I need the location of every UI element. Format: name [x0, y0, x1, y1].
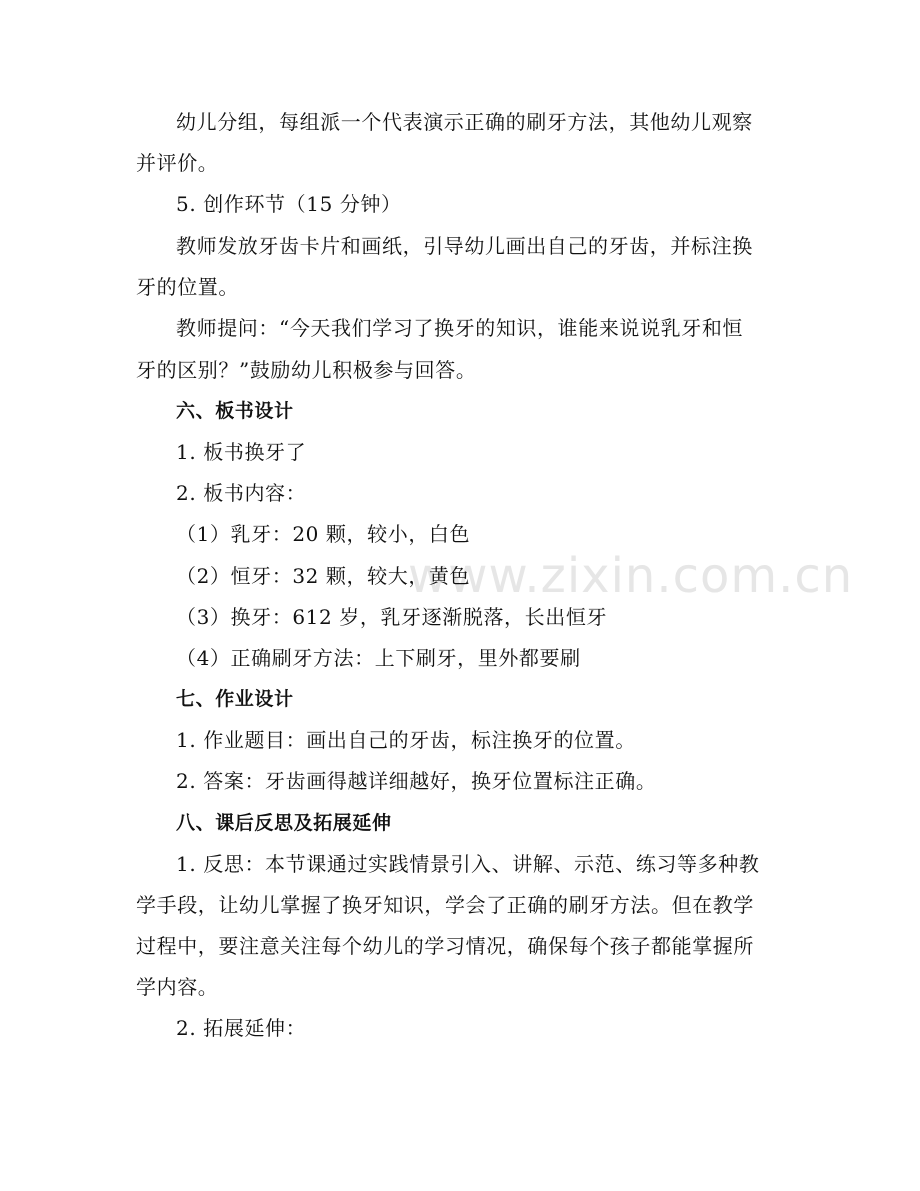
paragraph-line: 教师提问：“今天我们学习了换牙的知识，谁能来说说乳牙和恒: [176, 316, 744, 340]
list-item: 2. 板书内容：: [176, 481, 307, 505]
section-heading: 七、作业设计: [176, 688, 294, 710]
list-item: （4）正确刷牙方法：上下刷牙，里外都要刷: [176, 646, 581, 670]
paragraph-line: 并评价。: [136, 151, 219, 175]
paragraph-line: 牙的位置。: [136, 275, 239, 299]
paragraph-line: 学内容。: [136, 975, 219, 999]
paragraph-line: 牙的区别？”鼓励幼儿积极参与回答。: [136, 358, 477, 382]
list-item: 2. 拓展延伸：: [176, 1016, 307, 1040]
list-item: 1. 作业题目：画出自己的牙齿，标注换牙的位置。: [176, 728, 636, 752]
paragraph-line: 学手段，让幼儿掌握了换牙知识，学会了正确的刷牙方法。但在教学: [136, 893, 754, 917]
list-item: 2. 答案：牙齿画得越详细越好，换牙位置标注正确。: [176, 769, 657, 793]
paragraph-line: 幼儿分组，每组派一个代表演示正确的刷牙方法，其他幼儿观察: [176, 110, 753, 134]
section-heading: 八、课后反思及拓展延伸: [176, 812, 392, 834]
paragraph-line: 教师发放牙齿卡片和画纸，引导幼儿画出自己的牙齿，并标注换: [176, 234, 753, 258]
section-heading: 六、板书设计: [176, 400, 294, 422]
watermark: www.zixin.com.cn: [408, 548, 854, 604]
paragraph-line: 1. 反思：本节课通过实践情景引入、讲解、示范、练习等多种教: [176, 852, 760, 876]
paragraph-line: 过程中，要注意关注每个幼儿的学习情况，确保每个孩子都能掌握所: [136, 934, 754, 958]
list-item: 1. 板书换牙了: [176, 440, 307, 464]
list-item: （1）乳牙：20 颗，较小，白色: [176, 522, 471, 546]
list-item: （3）换牙：612 岁，乳牙逐渐脱落，长出恒牙: [176, 605, 608, 629]
section-item: 5. 创作环节（15 分钟）: [176, 192, 402, 216]
list-item: （2）恒牙：32 颗，较大，黄色: [176, 564, 471, 588]
